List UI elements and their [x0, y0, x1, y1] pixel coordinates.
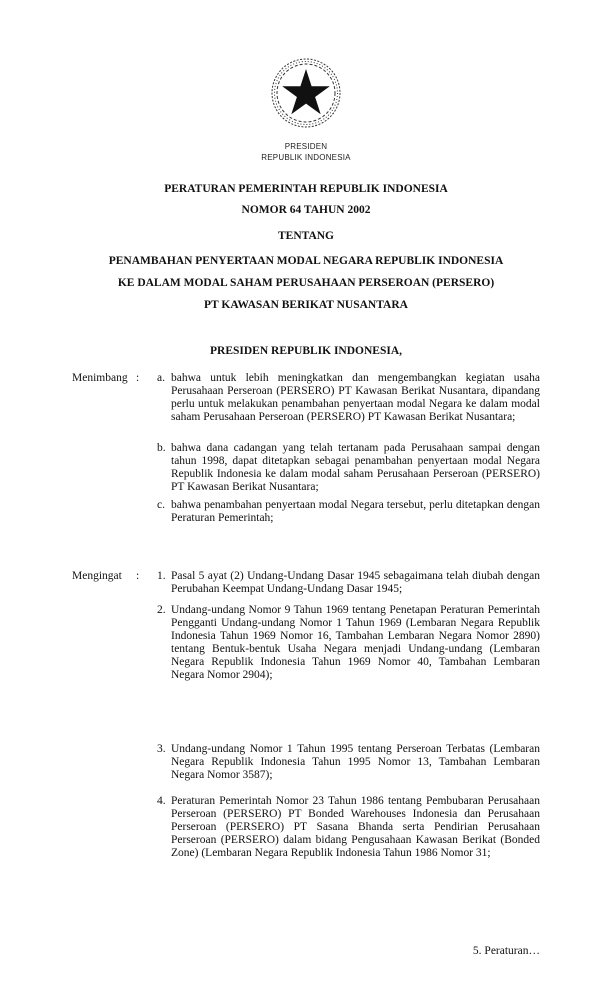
- item-text: bahwa dana cadangan yang telah tertanam pada Perusahaan sampai dengan tahun 1998, dapat ditetapkan sebagai penambahan penyertaan modal Negara Republik Indonesia ke dalam modal saham Perusahaan Perseroan (PERSERO) PT Kawasan Berikat Nusantara;: [171, 442, 540, 493]
- item-text: Undang-undang Nomor 9 Tahun 1969 tentang Penetapan Peraturan Pemerintah Pengganti Undang-undang Nomor 1 Tahun 1969 (Lembaran Negara Republik Indonesia Tahun 1969 Nomor 16, Tambahan Lembaran Negara Nomor 2890) tentang Bentuk-bentuk Usaha Negara menjadi Undang-undang (Lembaran Negara Republik Indonesia Tahun 1969 Nomor 40, Tambahan Lembaran Negara Nomor 2904);: [171, 604, 540, 681]
- seal-label-presiden: PRESIDEN: [284, 142, 328, 151]
- item-number: 1.: [157, 570, 166, 582]
- item-text: bahwa penambahan penyertaan modal Negara tersebut, perlu ditetapkan dengan Peraturan Pemerintah;: [171, 499, 540, 524]
- menimbang-label: Menimbang: [72, 372, 128, 384]
- presidential-emblem-icon: [270, 57, 342, 129]
- issuer-heading: PRESIDEN REPUBLIK INDONESIA,: [209, 345, 403, 357]
- menimbang-item-b: [157, 442, 540, 494]
- title-subject-1: PENAMBAHAN PENYERTAAN MODAL NEGARA REPUBLIK INDONESIA: [108, 255, 504, 267]
- seal-label-republik: REPUBLIK INDONESIA: [261, 153, 351, 162]
- title-subject-3: PT KAWASAN BERIKAT NUSANTARA: [204, 299, 408, 311]
- title-number: NOMOR 64 TAHUN 2002: [241, 204, 371, 216]
- item-text: Pasal 5 ayat (2) Undang-Undang Dasar 1945 sebagaimana telah diubah dengan Perubahan Keempat Undang-Undang Dasar 1945;: [171, 570, 540, 595]
- item-number: c.: [157, 499, 165, 511]
- item-number: 4.: [157, 795, 166, 807]
- mengingat-item-2: [157, 604, 540, 682]
- item-number: 2.: [157, 604, 166, 616]
- menimbang-item-a: [157, 372, 540, 424]
- mengingat-item-1: [157, 570, 540, 596]
- title-subject-2: KE DALAM MODAL SAHAM PERUSAHAAN PERSEROAN (PERSERO): [117, 277, 495, 289]
- item-text: Undang-undang Nomor 1 Tahun 1995 tentang Perseroan Terbatas (Lembaran Negara Republik Indonesia Tahun 1995 Nomor 13, Tambahan Lembaran Negara Nomor 3587);: [171, 743, 540, 781]
- title-tentang: TENTANG: [277, 230, 335, 242]
- page-continuation: 5. Peraturan…: [472, 945, 540, 957]
- title-line-1: PERATURAN PEMERINTAH REPUBLIK INDONESIA: [164, 183, 448, 195]
- item-number: a.: [157, 372, 165, 384]
- mengingat-item-4: [157, 795, 540, 860]
- item-text: Peraturan Pemerintah Nomor 23 Tahun 1986 tentang Pembubaran Perusahaan Perseroan (PERSERO) PT Bonded Warehouses Indonesia dan Perusahaan Perseroan (PERSERO) PT Sasana Bhanda serta Pendirian Perusahaan Perseroan (PERSERO) dalam bidang Pengusahaan Kawasan Berikat (Bonded Zone) (Lembaran Negara Republik Indonesia Tahun 1986 Nomor 31;: [171, 795, 540, 859]
- menimbang-colon: :: [136, 372, 140, 384]
- mengingat-colon: :: [136, 570, 140, 582]
- mengingat-label: Mengingat: [72, 570, 122, 582]
- menimbang-item-c: [157, 499, 540, 525]
- mengingat-item-3: [157, 743, 540, 782]
- item-number: 3.: [157, 743, 166, 755]
- item-number: b.: [157, 442, 166, 454]
- item-text: bahwa untuk lebih meningkatkan dan mengembangkan kegiatan usaha Perusahaan Perseroan (PERSERO) PT Kawasan Berikat Nusantara, dipandang perlu untuk melakukan penambahan penyertaan modal Negara ke dalam modal saham Perusahaan Perseroan (PERSERO) PT Kawasan Berikat Nusantara;: [171, 372, 540, 423]
